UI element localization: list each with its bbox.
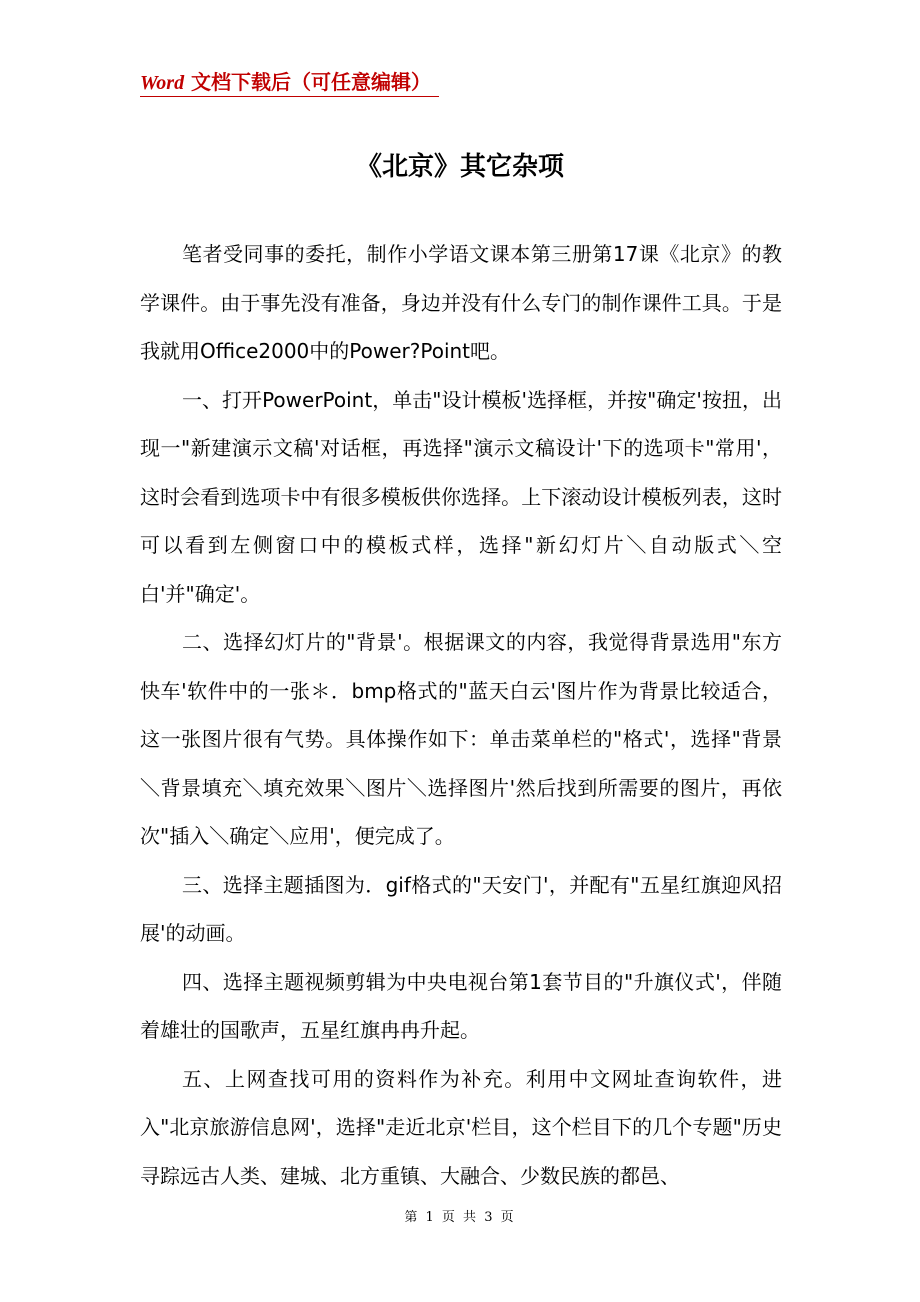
download-banner xyxy=(140,68,439,97)
paragraph: 三、选择主题插图为．gif格式的"天安门'，并配有"五星红旗迎风招展'的动画。 xyxy=(140,872,782,945)
paragraph: 四、选择主题视频剪辑为中央电视台第1套节目的"升旗仪式'，伴随着雄壮的国歌声，五星红旗冉冉升起。 xyxy=(140,969,782,1042)
paragraph: 一、打开PowerPoint，单击"设计模板'选择框，并按"确定'按扭，出现一"新建演示文稿'对话框，再选择"演示文稿设计'下的选项卡"常用'，这时会看到选项卡中有很多模板供你选择。上下滚动设计模板列表，这时可以看到左侧窗口中的模板式样，选择"新幻灯片＼自动版式＼空白'并"确定'。 xyxy=(140,387,782,606)
document-body xyxy=(140,230,782,1200)
paragraph: 五、上网查找可用的资料作为补充。利用中文网址查询软件，进入"北京旅游信息网'，选择"走近北京'栏目，这个栏目下的几个专题"历史寻踪远古人类、建城、北方重镇、大融合、少数民族的都邑、 xyxy=(140,1066,782,1188)
banner-text: 文档下载后（可任意编辑） xyxy=(184,70,432,94)
banner-brand: Word xyxy=(140,72,185,94)
paragraph: 二、选择幻灯片的"背景'。根据课文的内容，我觉得背景选用"东方快车'软件中的一张＊．bmp格式的"蓝天白云'图片作为背景比较适合，这一张图片很有气势。具体操作如下：单击菜单栏的"格式'，选择"背景＼背景填充＼填充效果＼图片＼选择图片'然后找到所需要的图片，再依次"插入＼确定＼应用'，便完成了。 xyxy=(140,630,782,848)
page-footer: 第 1 页 共 3 页 xyxy=(404,1210,516,1225)
paragraph: 笔者受同事的委托，制作小学语文课本第三册第17课《北京》的教学课件。由于事先没有准备，身边并没有什么专门的制作课件工具。于是我就用Office2000中的Power?Point吧。 xyxy=(140,242,782,363)
document-title: 《北京》其它杂项 xyxy=(355,152,564,182)
